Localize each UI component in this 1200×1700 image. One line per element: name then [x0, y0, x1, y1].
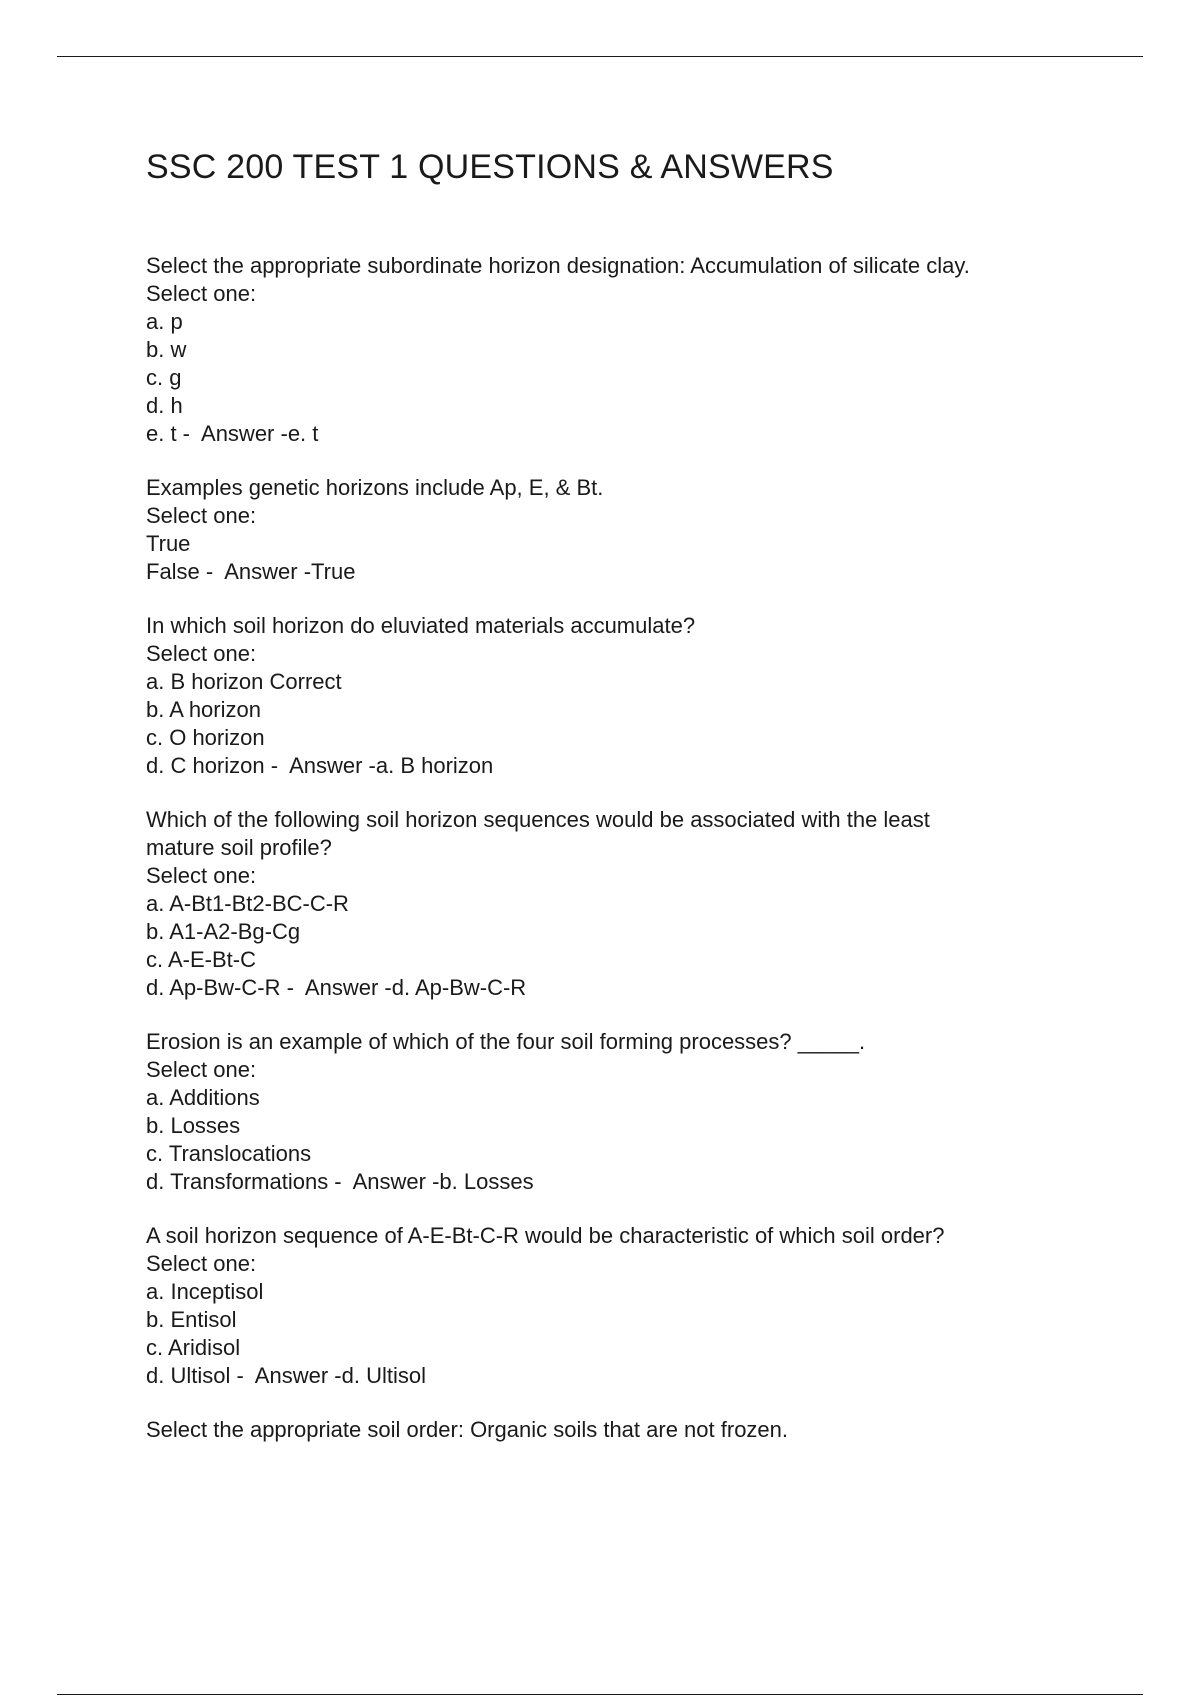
- option-c: c. Aridisol: [146, 1335, 241, 1360]
- option-c: c. O horizon: [146, 725, 265, 750]
- select-one-label: Select one:: [146, 1057, 257, 1082]
- question-text: Erosion is an example of which of the four soil forming processes? _____.: [146, 1029, 866, 1054]
- option-b: b. A horizon: [146, 697, 261, 722]
- question-block-4: [146, 806, 1066, 1002]
- question-block-2: [146, 474, 1066, 586]
- option-b: b. Entisol: [146, 1307, 237, 1332]
- question-text-continued: mature soil profile?: [146, 835, 332, 860]
- question-text: Examples genetic horizons include Ap, E, & Bt.: [146, 475, 604, 500]
- select-one-label: Select one:: [146, 863, 257, 888]
- option-true: True: [146, 531, 191, 556]
- option-b: b. A1-A2-Bg-Cg: [146, 919, 301, 944]
- select-one-label: Select one:: [146, 1251, 257, 1276]
- question-block-5: [146, 1028, 1066, 1196]
- question-text: Which of the following soil horizon sequences would be associated with the least: [146, 807, 930, 832]
- question-block-7: [146, 1416, 1066, 1444]
- option-a: a. Additions: [146, 1085, 260, 1110]
- option-c: c. g: [146, 365, 182, 390]
- option-b: b. w: [146, 337, 187, 362]
- question-block-3: [146, 612, 1066, 780]
- option-c: c. A-E-Bt-C: [146, 947, 257, 972]
- option-c: c. Translocations: [146, 1141, 312, 1166]
- top-rule: [57, 56, 1143, 57]
- option-d: d. h: [146, 393, 183, 418]
- option-a: a. A-Bt1-Bt2-BC-C-R: [146, 891, 349, 916]
- question-text: Select the appropriate subordinate horizon designation: Accumulation of silicate clay.: [146, 253, 970, 278]
- bottom-rule: [57, 1694, 1143, 1695]
- option-a: a. p: [146, 309, 183, 334]
- option-d-answer: d. Transformations - Answer -b. Losses: [146, 1169, 534, 1194]
- question-text: Select the appropriate soil order: Organic soils that are not frozen.: [146, 1417, 789, 1442]
- option-d-answer: d. Ultisol - Answer -d. Ultisol: [146, 1363, 426, 1388]
- option-false-answer: False - Answer -True: [146, 559, 356, 584]
- question-text: In which soil horizon do eluviated materials accumulate?: [146, 613, 696, 638]
- question-block-1: [146, 252, 1066, 448]
- option-d-answer: d. C horizon - Answer -a. B horizon: [146, 753, 494, 778]
- option-b: b. Losses: [146, 1113, 241, 1138]
- question-text: A soil horizon sequence of A-E-Bt-C-R would be characteristic of which soil order?: [146, 1223, 945, 1248]
- option-d-answer: d. Ap-Bw-C-R - Answer -d. Ap-Bw-C-R: [146, 975, 527, 1000]
- question-block-6: [146, 1222, 1066, 1390]
- document-body: [146, 140, 1066, 1470]
- select-one-label: Select one:: [146, 281, 257, 306]
- option-a: a. Inceptisol: [146, 1279, 264, 1304]
- option-a: a. B horizon Correct: [146, 669, 342, 694]
- option-e-answer: e. t - Answer -e. t: [146, 421, 319, 446]
- document-title: SSC 200 TEST 1 QUESTIONS & ANSWERS: [146, 148, 834, 186]
- select-one-label: Select one:: [146, 503, 257, 528]
- select-one-label: Select one:: [146, 641, 257, 666]
